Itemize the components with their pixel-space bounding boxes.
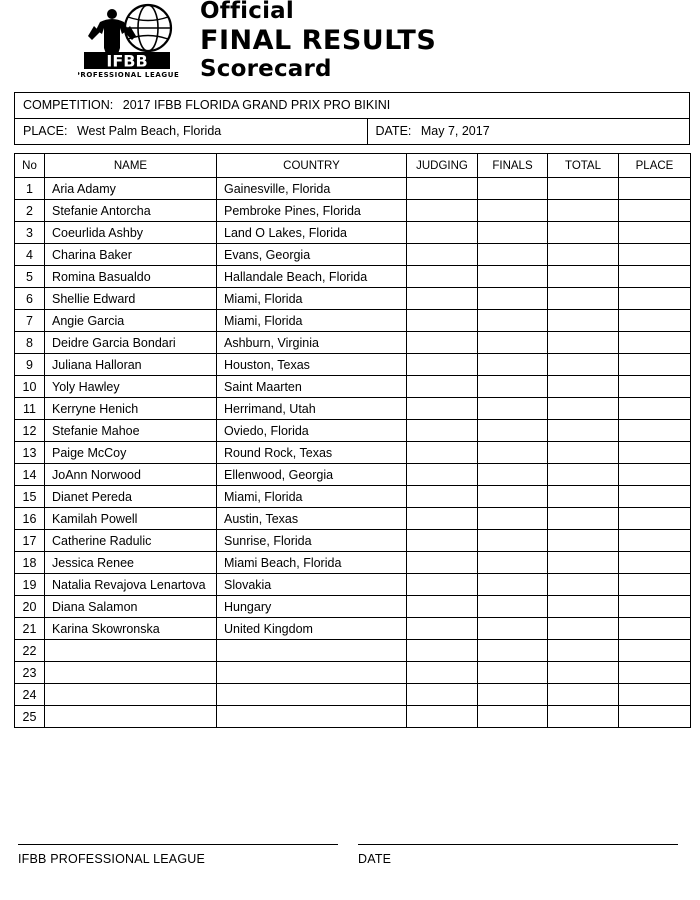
title-line-final-results: FINAL RESULTS	[200, 25, 437, 56]
table-row	[15, 508, 691, 530]
row-total-cell[interactable]	[548, 332, 619, 354]
row-judging-cell[interactable]	[407, 442, 478, 464]
row-number-cell: 8	[15, 332, 45, 354]
row-judging-cell[interactable]	[407, 464, 478, 486]
row-country-cell: Herrimand, Utah	[217, 398, 407, 420]
date-value: May 7, 2017	[420, 124, 490, 138]
row-name-cell: Karina Skowronska	[45, 618, 217, 640]
row-place-cell[interactable]	[619, 486, 691, 508]
logo-container	[0, 0, 190, 82]
row-place-cell[interactable]	[619, 398, 691, 420]
place-date-row	[14, 118, 690, 145]
competition-row	[14, 92, 690, 118]
row-finals-cell[interactable]	[478, 662, 548, 684]
row-finals-cell[interactable]	[478, 574, 548, 596]
row-total-cell[interactable]	[548, 200, 619, 222]
row-country-cell: Hungary	[217, 596, 407, 618]
column-header-country: COUNTRY	[217, 154, 407, 178]
signature-block-league	[18, 844, 358, 866]
row-place-cell[interactable]	[619, 640, 691, 662]
row-country-cell: Sunrise, Florida	[217, 530, 407, 552]
table-row	[15, 244, 691, 266]
table-row	[15, 640, 691, 662]
row-judging-cell[interactable]	[407, 530, 478, 552]
column-header-name: NAME	[45, 154, 217, 178]
row-country-cell	[217, 684, 407, 706]
row-judging-cell[interactable]	[407, 640, 478, 662]
competition-cell	[15, 93, 689, 118]
signature-label-league: IFBB PROFESSIONAL LEAGUE	[18, 852, 206, 866]
row-name-cell: Stefanie Mahoe	[45, 420, 217, 442]
row-country-cell: Evans, Georgia	[217, 244, 407, 266]
row-judging-cell[interactable]	[407, 706, 478, 728]
logo-league-text: PROFESSIONAL LEAGUE	[78, 71, 180, 79]
row-judging-cell[interactable]	[407, 244, 478, 266]
row-number-cell: 9	[15, 354, 45, 376]
signature-label-date: DATE	[358, 852, 392, 866]
row-total-cell[interactable]	[548, 398, 619, 420]
document-header	[0, 0, 700, 88]
row-name-cell: Dianet Pereda	[45, 486, 217, 508]
row-country-cell: United Kingdom	[217, 618, 407, 640]
place-label: PLACE:	[23, 124, 68, 138]
row-name-cell	[45, 662, 217, 684]
table-body	[15, 178, 691, 728]
row-number-cell: 3	[15, 222, 45, 244]
row-name-cell	[45, 706, 217, 728]
place-cell	[15, 119, 368, 144]
row-number-cell: 15	[15, 486, 45, 508]
table-row	[15, 398, 691, 420]
row-place-cell[interactable]	[619, 178, 691, 200]
row-country-cell: Pembroke Pines, Florida	[217, 200, 407, 222]
row-name-cell: Diana Salamon	[45, 596, 217, 618]
competition-info	[14, 92, 690, 145]
row-total-cell[interactable]	[548, 530, 619, 552]
row-country-cell: Gainesville, Florida	[217, 178, 407, 200]
row-country-cell: Round Rock, Texas	[217, 442, 407, 464]
row-judging-cell[interactable]	[407, 354, 478, 376]
row-number-cell: 7	[15, 310, 45, 332]
row-country-cell: Miami, Florida	[217, 310, 407, 332]
row-finals-cell[interactable]	[478, 552, 548, 574]
table-row	[15, 178, 691, 200]
row-judging-cell[interactable]	[407, 508, 478, 530]
table-row	[15, 376, 691, 398]
row-total-cell[interactable]	[548, 288, 619, 310]
row-finals-cell[interactable]	[478, 332, 548, 354]
row-total-cell[interactable]	[548, 354, 619, 376]
place-value: West Palm Beach, Florida	[76, 124, 222, 138]
row-number-cell: 18	[15, 552, 45, 574]
signature-block-date	[358, 844, 678, 866]
row-number-cell: 16	[15, 508, 45, 530]
row-country-cell	[217, 706, 407, 728]
row-number-cell: 11	[15, 398, 45, 420]
table-row	[15, 706, 691, 728]
column-header-total: TOTAL	[548, 154, 619, 178]
row-judging-cell[interactable]	[407, 376, 478, 398]
row-judging-cell[interactable]	[407, 684, 478, 706]
row-judging-cell[interactable]	[407, 200, 478, 222]
row-judging-cell[interactable]	[407, 596, 478, 618]
row-finals-cell[interactable]	[478, 244, 548, 266]
row-total-cell[interactable]	[548, 574, 619, 596]
row-place-cell[interactable]	[619, 244, 691, 266]
row-country-cell: Miami, Florida	[217, 486, 407, 508]
row-number-cell: 10	[15, 376, 45, 398]
row-country-cell: Saint Maarten	[217, 376, 407, 398]
row-judging-cell[interactable]	[407, 574, 478, 596]
row-number-cell: 14	[15, 464, 45, 486]
row-place-cell[interactable]	[619, 266, 691, 288]
row-number-cell: 17	[15, 530, 45, 552]
row-finals-cell[interactable]	[478, 310, 548, 332]
row-name-cell: Paige McCoy	[45, 442, 217, 464]
table-row	[15, 310, 691, 332]
row-name-cell	[45, 640, 217, 662]
row-finals-cell[interactable]	[478, 530, 548, 552]
row-number-cell: 2	[15, 200, 45, 222]
row-total-cell[interactable]	[548, 442, 619, 464]
row-finals-cell[interactable]	[478, 706, 548, 728]
row-finals-cell[interactable]	[478, 376, 548, 398]
row-number-cell: 5	[15, 266, 45, 288]
row-place-cell[interactable]	[619, 288, 691, 310]
row-total-cell[interactable]	[548, 596, 619, 618]
ifbb-professional-league-logo	[78, 2, 190, 82]
row-place-cell[interactable]	[619, 464, 691, 486]
table-row	[15, 288, 691, 310]
row-place-cell[interactable]	[619, 200, 691, 222]
row-finals-cell[interactable]	[478, 266, 548, 288]
row-finals-cell[interactable]	[478, 420, 548, 442]
row-name-cell: Stefanie Antorcha	[45, 200, 217, 222]
row-place-cell[interactable]	[619, 552, 691, 574]
row-judging-cell[interactable]	[407, 222, 478, 244]
row-country-cell: Houston, Texas	[217, 354, 407, 376]
row-number-cell: 22	[15, 640, 45, 662]
row-total-cell[interactable]	[548, 508, 619, 530]
row-total-cell[interactable]	[548, 552, 619, 574]
table-row	[15, 354, 691, 376]
row-number-cell: 19	[15, 574, 45, 596]
row-judging-cell[interactable]	[407, 662, 478, 684]
row-name-cell: Aria Adamy	[45, 178, 217, 200]
scorecard-table	[14, 153, 691, 728]
title-line-scorecard: Scorecard	[200, 56, 332, 82]
row-total-cell[interactable]	[548, 376, 619, 398]
row-total-cell[interactable]	[548, 486, 619, 508]
date-label: DATE:	[375, 124, 412, 138]
row-finals-cell[interactable]	[478, 200, 548, 222]
row-place-cell[interactable]	[619, 376, 691, 398]
row-finals-cell[interactable]	[478, 486, 548, 508]
table-row	[15, 222, 691, 244]
row-total-cell[interactable]	[548, 222, 619, 244]
row-number-cell: 1	[15, 178, 45, 200]
row-judging-cell[interactable]	[407, 618, 478, 640]
row-place-cell[interactable]	[619, 618, 691, 640]
row-name-cell: Juliana Halloran	[45, 354, 217, 376]
row-number-cell: 12	[15, 420, 45, 442]
table-row	[15, 266, 691, 288]
row-place-cell[interactable]	[619, 530, 691, 552]
row-judging-cell[interactable]	[407, 266, 478, 288]
row-finals-cell[interactable]	[478, 178, 548, 200]
row-name-cell: Yoly Hawley	[45, 376, 217, 398]
row-name-cell: Romina Basualdo	[45, 266, 217, 288]
row-country-cell: Ashburn, Virginia	[217, 332, 407, 354]
row-judging-cell[interactable]	[407, 288, 478, 310]
table-row	[15, 552, 691, 574]
row-number-cell: 24	[15, 684, 45, 706]
row-name-cell: Coeurlida Ashby	[45, 222, 217, 244]
row-name-cell: Natalia Revajova Lenartova	[45, 574, 217, 596]
table-row	[15, 662, 691, 684]
column-header-place: PLACE	[619, 154, 691, 178]
row-name-cell: Deidre Garcia Bondari	[45, 332, 217, 354]
table-row	[15, 200, 691, 222]
table-row	[15, 684, 691, 706]
row-finals-cell[interactable]	[478, 640, 548, 662]
row-finals-cell[interactable]	[478, 618, 548, 640]
row-finals-cell[interactable]	[478, 596, 548, 618]
row-country-cell: Oviedo, Florida	[217, 420, 407, 442]
row-judging-cell[interactable]	[407, 178, 478, 200]
row-finals-cell[interactable]	[478, 398, 548, 420]
row-number-cell: 4	[15, 244, 45, 266]
table-row	[15, 332, 691, 354]
row-finals-cell[interactable]	[478, 464, 548, 486]
row-total-cell[interactable]	[548, 618, 619, 640]
table-row	[15, 442, 691, 464]
row-judging-cell[interactable]	[407, 398, 478, 420]
row-total-cell[interactable]	[548, 178, 619, 200]
row-total-cell[interactable]	[548, 420, 619, 442]
row-place-cell[interactable]	[619, 332, 691, 354]
table-row	[15, 574, 691, 596]
table-row	[15, 420, 691, 442]
row-total-cell[interactable]	[548, 266, 619, 288]
row-country-cell: Slovakia	[217, 574, 407, 596]
row-name-cell: Kerryne Henich	[45, 398, 217, 420]
row-finals-cell[interactable]	[478, 684, 548, 706]
row-place-cell[interactable]	[619, 684, 691, 706]
competition-label: COMPETITION:	[23, 98, 114, 112]
row-place-cell[interactable]	[619, 442, 691, 464]
table-row	[15, 530, 691, 552]
row-total-cell[interactable]	[548, 310, 619, 332]
row-finals-cell[interactable]	[478, 508, 548, 530]
row-place-cell[interactable]	[619, 662, 691, 684]
row-finals-cell[interactable]	[478, 222, 548, 244]
row-number-cell: 23	[15, 662, 45, 684]
column-header-finals: FINALS	[478, 154, 548, 178]
table-row	[15, 618, 691, 640]
row-name-cell: Charina Baker	[45, 244, 217, 266]
row-place-cell[interactable]	[619, 596, 691, 618]
row-name-cell	[45, 684, 217, 706]
row-total-cell[interactable]	[548, 244, 619, 266]
logo-ifbb-text: IFBB	[106, 51, 148, 71]
title-line-official: Official	[200, 0, 294, 24]
row-number-cell: 25	[15, 706, 45, 728]
row-judging-cell[interactable]	[407, 310, 478, 332]
table-header-row	[15, 154, 691, 178]
title-block	[190, 0, 436, 81]
row-judging-cell[interactable]	[407, 486, 478, 508]
row-finals-cell[interactable]	[478, 288, 548, 310]
row-number-cell: 21	[15, 618, 45, 640]
row-finals-cell[interactable]	[478, 354, 548, 376]
competition-value: 2017 IFBB FLORIDA GRAND PRIX PRO BIKINI	[122, 98, 391, 112]
row-country-cell: Miami, Florida	[217, 288, 407, 310]
signature-area	[0, 844, 700, 866]
row-number-cell: 20	[15, 596, 45, 618]
row-total-cell[interactable]	[548, 464, 619, 486]
table-row	[15, 464, 691, 486]
column-header-judging: JUDGING	[407, 154, 478, 178]
date-cell	[368, 119, 689, 144]
row-number-cell: 6	[15, 288, 45, 310]
row-judging-cell[interactable]	[407, 420, 478, 442]
row-judging-cell[interactable]	[407, 332, 478, 354]
row-place-cell[interactable]	[619, 354, 691, 376]
table-row	[15, 596, 691, 618]
row-name-cell: JoAnn Norwood	[45, 464, 217, 486]
row-country-cell: Hallandale Beach, Florida	[217, 266, 407, 288]
row-name-cell: Catherine Radulic	[45, 530, 217, 552]
table-row	[15, 486, 691, 508]
row-country-cell: Austin, Texas	[217, 508, 407, 530]
row-place-cell[interactable]	[619, 420, 691, 442]
row-country-cell	[217, 662, 407, 684]
row-country-cell: Miami Beach, Florida	[217, 552, 407, 574]
row-country-cell: Land O Lakes, Florida	[217, 222, 407, 244]
row-name-cell: Kamilah Powell	[45, 508, 217, 530]
row-total-cell[interactable]	[548, 684, 619, 706]
row-name-cell: Angie Garcia	[45, 310, 217, 332]
row-name-cell: Shellie Edward	[45, 288, 217, 310]
row-place-cell[interactable]	[619, 222, 691, 244]
row-number-cell: 13	[15, 442, 45, 464]
column-header-no: No	[15, 154, 45, 178]
row-place-cell[interactable]	[619, 508, 691, 530]
row-finals-cell[interactable]	[478, 442, 548, 464]
row-place-cell[interactable]	[619, 706, 691, 728]
row-name-cell: Jessica Renee	[45, 552, 217, 574]
row-country-cell	[217, 640, 407, 662]
row-place-cell[interactable]	[619, 574, 691, 596]
row-total-cell[interactable]	[548, 706, 619, 728]
row-place-cell[interactable]	[619, 310, 691, 332]
row-total-cell[interactable]	[548, 640, 619, 662]
row-judging-cell[interactable]	[407, 552, 478, 574]
row-country-cell: Ellenwood, Georgia	[217, 464, 407, 486]
row-total-cell[interactable]	[548, 662, 619, 684]
